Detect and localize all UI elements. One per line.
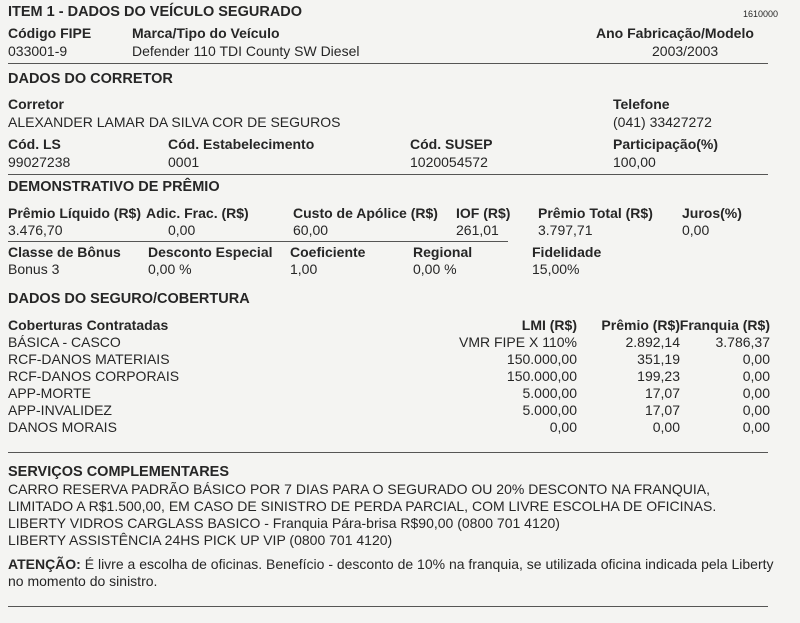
adic-frac-value: 0,00 (168, 222, 196, 238)
item1-title: ITEM 1 - DADOS DO VEÍCULO SEGURADO (8, 4, 303, 20)
atencao-label: ATENÇÃO: (8, 556, 81, 572)
divider (8, 241, 508, 242)
table-row-franquia: 0,00 (742, 419, 770, 435)
divider (8, 606, 768, 607)
premio-total-label: Prêmio Total (R$) (538, 205, 653, 221)
table-row-premio: 17,07 (644, 402, 680, 418)
table-row-cobertura: RCF-DANOS CORPORAIS (8, 368, 180, 384)
fidelidade-value: 15,00% (532, 261, 580, 277)
estab-value: 0001 (168, 154, 200, 170)
marca-value: Defender 110 TDI County SW Diesel (132, 43, 360, 59)
ano-value: 2003/2003 (652, 43, 719, 59)
franquia-header: Franquia (R$) (679, 317, 770, 333)
table-row-lmi: 5.000,00 (522, 402, 577, 418)
table-row-lmi: VMR FIPE X 110% (458, 334, 577, 350)
seguro-title: DADOS DO SEGURO/COBERTURA (8, 291, 250, 307)
ano-label: Ano Fabricação/Modelo (596, 25, 754, 41)
divider (8, 63, 768, 64)
marca-label: Marca/Tipo do Veículo (132, 25, 280, 41)
table-row-lmi: 150.000,00 (506, 351, 577, 367)
premio-title: DEMONSTRATIVO DE PRÊMIO (8, 179, 220, 195)
fidelidade-label: Fidelidade (532, 244, 602, 260)
corretor-title: DADOS DO CORRETOR (8, 71, 173, 87)
iof-value: 261,01 (456, 222, 499, 238)
telefone-label: Telefone (613, 96, 670, 112)
regional-value: 0,00 % (413, 261, 457, 277)
juros-label: Juros(%) (682, 205, 742, 221)
ls-value: 99027238 (8, 154, 71, 170)
table-row-cobertura: RCF-DANOS MATERIAIS (8, 351, 170, 367)
servico-line: CARRO RESERVA PADRÃO BÁSICO POR 7 DIAS PARA O SEGURADO OU 20% DESCONTO NA FRANQUIA, (8, 481, 710, 497)
susep-label: Cód. SUSEP (410, 136, 493, 152)
premio-liquido-value: 3.476,70 (8, 222, 63, 238)
table-row-lmi: 0,00 (549, 419, 577, 435)
lmi-header: LMI (R$) (521, 317, 577, 333)
servico-line: LIBERTY ASSISTÊNCIA 24HS PICK UP VIP (0800 701 4120) (8, 532, 393, 548)
atencao-text: É livre a escolha de oficinas. Benefício - desconto de 10% na franquia, se utilizada oficina indicada pela Liberty no momento do sinistro. (8, 556, 774, 589)
ls-label: Cód. LS (8, 136, 61, 152)
table-row-lmi: 5.000,00 (522, 385, 577, 401)
table-row-cobertura: DANOS MORAIS (8, 419, 117, 435)
fipe-label: Código FIPE (8, 25, 92, 41)
estab-label: Cód. Estabelecimento (168, 136, 315, 152)
divider (8, 452, 768, 453)
participacao-value: 100,00 (613, 154, 656, 170)
coeficiente-label: Coeficiente (290, 244, 366, 260)
classe-bonus-label: Classe de Bônus (8, 244, 121, 260)
telefone-value: (041) 33427272 (613, 114, 712, 130)
servico-line: LIMITADO A R$1.500,00, EM CASO DE SINISTRO DE PERDA PARCIAL, COM LIVRE ESCOLHA DE OFICINAS. (8, 498, 717, 514)
desconto-especial-label: Desconto Especial (148, 244, 273, 260)
table-row-franquia: 0,00 (742, 368, 770, 384)
custo-apolice-value: 60,00 (293, 222, 329, 238)
servicos-title: SERVIÇOS COMPLEMENTARES (8, 464, 230, 480)
table-row-premio: 2.892,14 (625, 334, 680, 350)
coeficiente-value: 1,00 (290, 261, 318, 277)
custo-apolice-label: Custo de Apólice (R$) (293, 205, 438, 221)
juros-value: 0,00 (682, 222, 710, 238)
atencao-paragraph (8, 556, 788, 590)
table-row-premio: 351,19 (637, 351, 680, 367)
table-row-franquia: 3.786,37 (715, 334, 770, 350)
corretor-label: Corretor (8, 96, 65, 112)
coberturas-header: Coberturas Contratadas (8, 317, 169, 333)
table-row-cobertura: BÁSICA - CASCO (8, 334, 121, 350)
desconto-especial-value: 0,00 % (148, 261, 192, 277)
corretor-value: ALEXANDER LAMAR DA SILVA COR DE SEGUROS (8, 114, 341, 130)
table-row-premio: 17,07 (644, 385, 680, 401)
premio-total-value: 3.797,71 (538, 222, 593, 238)
premio-header: Prêmio (R$) (601, 317, 680, 333)
fipe-value: 033001-9 (8, 43, 68, 59)
table-row-lmi: 150.000,00 (506, 368, 577, 384)
table-row-cobertura: APP-MORTE (8, 385, 91, 401)
adic-frac-label: Adic. Frac. (R$) (146, 205, 249, 221)
doc-code: 1610000 (742, 9, 778, 19)
divider (8, 174, 768, 175)
premio-liquido-label: Prêmio Líquido (R$) (8, 205, 141, 221)
regional-label: Regional (413, 244, 473, 260)
classe-bonus-value: Bonus 3 (8, 261, 60, 277)
table-row-premio: 0,00 (652, 419, 680, 435)
table-row-cobertura: APP-INVALIDEZ (8, 402, 112, 418)
susep-value: 1020054572 (410, 154, 488, 170)
iof-label: IOF (R$) (456, 205, 511, 221)
participacao-label: Participação(%) (613, 136, 719, 152)
servico-line: LIBERTY VIDROS CARGLASS BASICO - Franquia Pára-brisa R$90,00 (0800 701 4120) (8, 515, 560, 531)
table-row-franquia: 0,00 (742, 402, 770, 418)
table-row-franquia: 0,00 (742, 385, 770, 401)
table-row-premio: 199,23 (637, 368, 680, 384)
table-row-franquia: 0,00 (742, 351, 770, 367)
